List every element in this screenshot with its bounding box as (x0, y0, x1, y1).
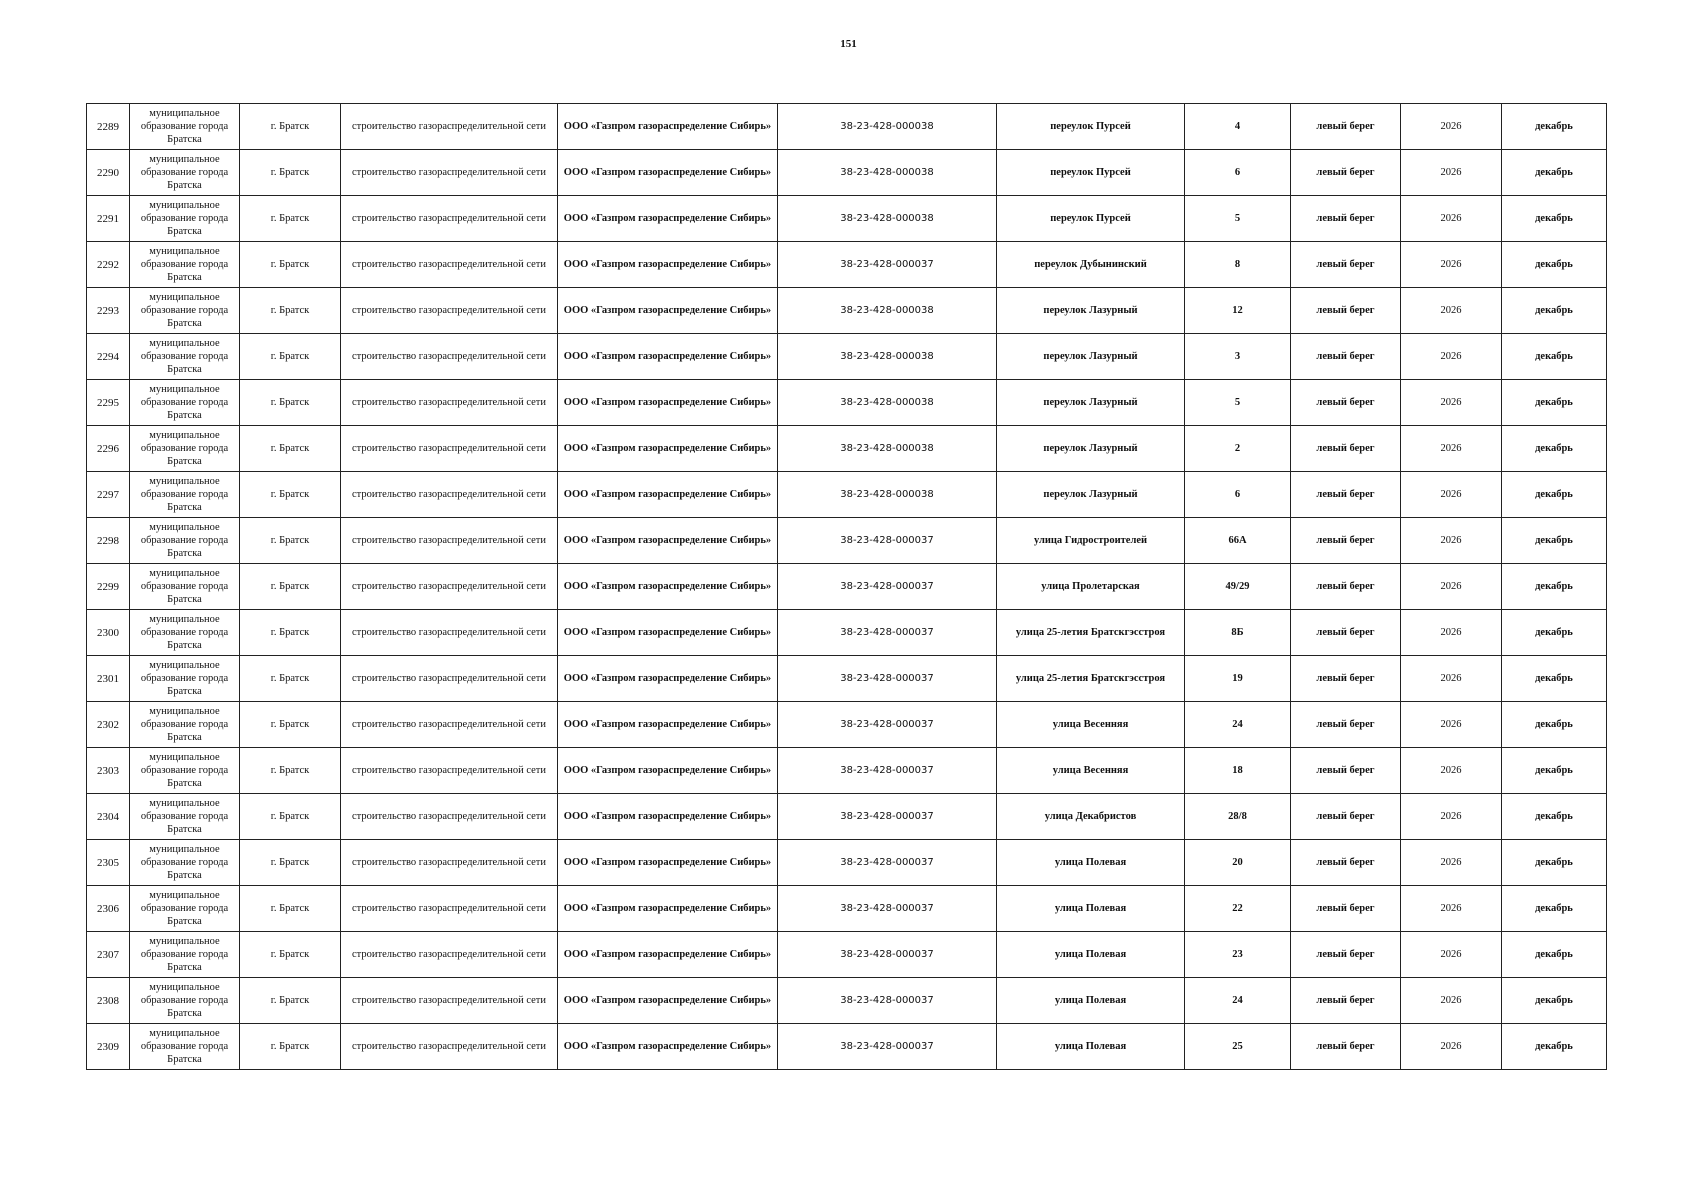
row-number: 2303 (87, 748, 130, 794)
house-number-cell: 22 (1185, 886, 1291, 932)
month-cell: декабрь (1502, 932, 1607, 978)
year-cell: 2026 (1401, 794, 1502, 840)
object-code-cell: 38-23-428-000037 (778, 242, 997, 288)
address-cell: улица Гидростроителей (997, 518, 1185, 564)
address-cell: переулок Пурсей (997, 150, 1185, 196)
municipality-cell: муниципальное образование города Братска (130, 840, 240, 886)
house-number-cell: 66А (1185, 518, 1291, 564)
object-code-cell: 38-23-428-000037 (778, 518, 997, 564)
municipality-cell: муниципальное образование города Братска (130, 610, 240, 656)
operator-cell: ООО «Газпром газораспределение Сибирь» (558, 426, 778, 472)
operator-cell: ООО «Газпром газораспределение Сибирь» (558, 380, 778, 426)
bank-cell: левый берег (1291, 794, 1401, 840)
month-cell: декабрь (1502, 1024, 1607, 1070)
gasification-table (86, 103, 1607, 1070)
table-row (87, 656, 1607, 702)
house-number-cell: 3 (1185, 334, 1291, 380)
month-cell: декабрь (1502, 702, 1607, 748)
work-type-cell: строительство газораспределительной сети (341, 794, 558, 840)
address-cell: улица Полевая (997, 932, 1185, 978)
row-number: 2293 (87, 288, 130, 334)
row-number: 2304 (87, 794, 130, 840)
address-cell: улица Декабристов (997, 794, 1185, 840)
city-cell: г. Братск (240, 104, 341, 150)
work-type-cell: строительство газораспределительной сети (341, 426, 558, 472)
operator-cell: ООО «Газпром газораспределение Сибирь» (558, 748, 778, 794)
city-cell: г. Братск (240, 886, 341, 932)
work-type-cell: строительство газораспределительной сети (341, 242, 558, 288)
city-cell: г. Братск (240, 932, 341, 978)
address-cell: переулок Дубынинский (997, 242, 1185, 288)
city-cell: г. Братск (240, 288, 341, 334)
bank-cell: левый берег (1291, 472, 1401, 518)
month-cell: декабрь (1502, 610, 1607, 656)
house-number-cell: 24 (1185, 702, 1291, 748)
work-type-cell: строительство газораспределительной сети (341, 702, 558, 748)
municipality-cell: муниципальное образование города Братска (130, 702, 240, 748)
municipality-cell: муниципальное образование города Братска (130, 886, 240, 932)
address-cell: улица 25-летия Братскгэсстроя (997, 610, 1185, 656)
table-row (87, 564, 1607, 610)
house-number-cell: 2 (1185, 426, 1291, 472)
year-cell: 2026 (1401, 288, 1502, 334)
row-number: 2307 (87, 932, 130, 978)
object-code-cell: 38-23-428-000037 (778, 886, 997, 932)
work-type-cell: строительство газораспределительной сети (341, 840, 558, 886)
city-cell: г. Братск (240, 518, 341, 564)
municipality-cell: муниципальное образование города Братска (130, 196, 240, 242)
row-number: 2291 (87, 196, 130, 242)
object-code-cell: 38-23-428-000038 (778, 288, 997, 334)
year-cell: 2026 (1401, 380, 1502, 426)
address-cell: переулок Пурсей (997, 104, 1185, 150)
work-type-cell: строительство газораспределительной сети (341, 656, 558, 702)
object-code-cell: 38-23-428-000037 (778, 978, 997, 1024)
operator-cell: ООО «Газпром газораспределение Сибирь» (558, 196, 778, 242)
row-number: 2301 (87, 656, 130, 702)
city-cell: г. Братск (240, 840, 341, 886)
table-row (87, 104, 1607, 150)
month-cell: декабрь (1502, 840, 1607, 886)
year-cell: 2026 (1401, 196, 1502, 242)
work-type-cell: строительство газораспределительной сети (341, 104, 558, 150)
month-cell: декабрь (1502, 656, 1607, 702)
month-cell: декабрь (1502, 196, 1607, 242)
year-cell: 2026 (1401, 610, 1502, 656)
house-number-cell: 6 (1185, 150, 1291, 196)
month-cell: декабрь (1502, 794, 1607, 840)
operator-cell: ООО «Газпром газораспределение Сибирь» (558, 702, 778, 748)
table-row (87, 978, 1607, 1024)
object-code-cell: 38-23-428-000037 (778, 794, 997, 840)
year-cell: 2026 (1401, 932, 1502, 978)
address-cell: переулок Лазурный (997, 288, 1185, 334)
house-number-cell: 8Б (1185, 610, 1291, 656)
city-cell: г. Братск (240, 978, 341, 1024)
bank-cell: левый берег (1291, 748, 1401, 794)
work-type-cell: строительство газораспределительной сети (341, 748, 558, 794)
municipality-cell: муниципальное образование города Братска (130, 656, 240, 702)
object-code-cell: 38-23-428-000037 (778, 610, 997, 656)
row-number: 2292 (87, 242, 130, 288)
work-type-cell: строительство газораспределительной сети (341, 472, 558, 518)
house-number-cell: 18 (1185, 748, 1291, 794)
operator-cell: ООО «Газпром газораспределение Сибирь» (558, 334, 778, 380)
bank-cell: левый берег (1291, 288, 1401, 334)
object-code-cell: 38-23-428-000038 (778, 426, 997, 472)
year-cell: 2026 (1401, 242, 1502, 288)
bank-cell: левый берег (1291, 242, 1401, 288)
month-cell: декабрь (1502, 288, 1607, 334)
operator-cell: ООО «Газпром газораспределение Сибирь» (558, 610, 778, 656)
bank-cell: левый берег (1291, 426, 1401, 472)
gasification-table-container (86, 103, 1606, 1070)
operator-cell: ООО «Газпром газораспределение Сибирь» (558, 564, 778, 610)
table-row (87, 1024, 1607, 1070)
table-body (87, 104, 1607, 1070)
object-code-cell: 38-23-428-000038 (778, 104, 997, 150)
address-cell: улица Полевая (997, 886, 1185, 932)
house-number-cell: 25 (1185, 1024, 1291, 1070)
municipality-cell: муниципальное образование города Братска (130, 748, 240, 794)
city-cell: г. Братск (240, 1024, 341, 1070)
year-cell: 2026 (1401, 702, 1502, 748)
work-type-cell: строительство газораспределительной сети (341, 978, 558, 1024)
operator-cell: ООО «Газпром газораспределение Сибирь» (558, 932, 778, 978)
city-cell: г. Братск (240, 794, 341, 840)
table-row (87, 288, 1607, 334)
year-cell: 2026 (1401, 886, 1502, 932)
table-row (87, 426, 1607, 472)
municipality-cell: муниципальное образование города Братска (130, 150, 240, 196)
year-cell: 2026 (1401, 748, 1502, 794)
city-cell: г. Братск (240, 748, 341, 794)
table-row (87, 334, 1607, 380)
work-type-cell: строительство газораспределительной сети (341, 1024, 558, 1070)
house-number-cell: 8 (1185, 242, 1291, 288)
operator-cell: ООО «Газпром газораспределение Сибирь» (558, 840, 778, 886)
operator-cell: ООО «Газпром газораспределение Сибирь» (558, 1024, 778, 1070)
bank-cell: левый берег (1291, 978, 1401, 1024)
address-cell: переулок Лазурный (997, 334, 1185, 380)
bank-cell: левый берег (1291, 840, 1401, 886)
bank-cell: левый берег (1291, 518, 1401, 564)
operator-cell: ООО «Газпром газораспределение Сибирь» (558, 288, 778, 334)
address-cell: переулок Пурсей (997, 196, 1185, 242)
bank-cell: левый берег (1291, 886, 1401, 932)
address-cell: переулок Лазурный (997, 472, 1185, 518)
address-cell: улица 25-летия Братскгэсстроя (997, 656, 1185, 702)
work-type-cell: строительство газораспределительной сети (341, 886, 558, 932)
table-row (87, 610, 1607, 656)
address-cell: улица Весенняя (997, 748, 1185, 794)
row-number: 2298 (87, 518, 130, 564)
table-row (87, 794, 1607, 840)
city-cell: г. Братск (240, 426, 341, 472)
city-cell: г. Братск (240, 610, 341, 656)
work-type-cell: строительство газораспределительной сети (341, 518, 558, 564)
municipality-cell: муниципальное образование города Братска (130, 242, 240, 288)
object-code-cell: 38-23-428-000037 (778, 656, 997, 702)
municipality-cell: муниципальное образование города Братска (130, 564, 240, 610)
table-row (87, 380, 1607, 426)
object-code-cell: 38-23-428-000037 (778, 1024, 997, 1070)
address-cell: переулок Лазурный (997, 380, 1185, 426)
row-number: 2309 (87, 1024, 130, 1070)
year-cell: 2026 (1401, 472, 1502, 518)
operator-cell: ООО «Газпром газораспределение Сибирь» (558, 656, 778, 702)
month-cell: декабрь (1502, 978, 1607, 1024)
table-row (87, 748, 1607, 794)
object-code-cell: 38-23-428-000038 (778, 334, 997, 380)
table-row (87, 932, 1607, 978)
table-row (87, 840, 1607, 886)
year-cell: 2026 (1401, 1024, 1502, 1070)
year-cell: 2026 (1401, 840, 1502, 886)
operator-cell: ООО «Газпром газораспределение Сибирь» (558, 978, 778, 1024)
row-number: 2297 (87, 472, 130, 518)
house-number-cell: 23 (1185, 932, 1291, 978)
row-number: 2296 (87, 426, 130, 472)
page-number: 151 (840, 38, 857, 50)
month-cell: декабрь (1502, 748, 1607, 794)
month-cell: декабрь (1502, 334, 1607, 380)
address-cell: улица Полевая (997, 1024, 1185, 1070)
month-cell: декабрь (1502, 472, 1607, 518)
work-type-cell: строительство газораспределительной сети (341, 932, 558, 978)
operator-cell: ООО «Газпром газораспределение Сибирь» (558, 242, 778, 288)
table-row (87, 196, 1607, 242)
house-number-cell: 5 (1185, 196, 1291, 242)
city-cell: г. Братск (240, 334, 341, 380)
object-code-cell: 38-23-428-000037 (778, 564, 997, 610)
house-number-cell: 12 (1185, 288, 1291, 334)
bank-cell: левый берег (1291, 104, 1401, 150)
city-cell: г. Братск (240, 656, 341, 702)
operator-cell: ООО «Газпром газораспределение Сибирь» (558, 518, 778, 564)
object-code-cell: 38-23-428-000038 (778, 380, 997, 426)
bank-cell: левый берег (1291, 196, 1401, 242)
month-cell: декабрь (1502, 242, 1607, 288)
city-cell: г. Братск (240, 242, 341, 288)
municipality-cell: муниципальное образование города Братска (130, 518, 240, 564)
row-number: 2300 (87, 610, 130, 656)
city-cell: г. Братск (240, 564, 341, 610)
month-cell: декабрь (1502, 886, 1607, 932)
address-cell: улица Полевая (997, 978, 1185, 1024)
row-number: 2305 (87, 840, 130, 886)
year-cell: 2026 (1401, 334, 1502, 380)
house-number-cell: 24 (1185, 978, 1291, 1024)
municipality-cell: муниципальное образование города Братска (130, 1024, 240, 1070)
municipality-cell: муниципальное образование города Братска (130, 380, 240, 426)
object-code-cell: 38-23-428-000038 (778, 196, 997, 242)
work-type-cell: строительство газораспределительной сети (341, 288, 558, 334)
work-type-cell: строительство газораспределительной сети (341, 380, 558, 426)
table-row (87, 472, 1607, 518)
municipality-cell: муниципальное образование города Братска (130, 334, 240, 380)
house-number-cell: 6 (1185, 472, 1291, 518)
bank-cell: левый берег (1291, 932, 1401, 978)
operator-cell: ООО «Газпром газораспределение Сибирь» (558, 104, 778, 150)
bank-cell: левый берег (1291, 564, 1401, 610)
month-cell: декабрь (1502, 426, 1607, 472)
city-cell: г. Братск (240, 196, 341, 242)
house-number-cell: 20 (1185, 840, 1291, 886)
table-row (87, 702, 1607, 748)
row-number: 2295 (87, 380, 130, 426)
operator-cell: ООО «Газпром газораспределение Сибирь» (558, 886, 778, 932)
municipality-cell: муниципальное образование города Братска (130, 426, 240, 472)
row-number: 2306 (87, 886, 130, 932)
house-number-cell: 49/29 (1185, 564, 1291, 610)
bank-cell: левый берег (1291, 380, 1401, 426)
house-number-cell: 28/8 (1185, 794, 1291, 840)
bank-cell: левый берег (1291, 610, 1401, 656)
year-cell: 2026 (1401, 426, 1502, 472)
row-number: 2299 (87, 564, 130, 610)
operator-cell: ООО «Газпром газораспределение Сибирь» (558, 794, 778, 840)
year-cell: 2026 (1401, 978, 1502, 1024)
year-cell: 2026 (1401, 518, 1502, 564)
row-number: 2308 (87, 978, 130, 1024)
address-cell: переулок Лазурный (997, 426, 1185, 472)
address-cell: улица Пролетарская (997, 564, 1185, 610)
object-code-cell: 38-23-428-000037 (778, 748, 997, 794)
row-number: 2289 (87, 104, 130, 150)
house-number-cell: 5 (1185, 380, 1291, 426)
row-number: 2294 (87, 334, 130, 380)
house-number-cell: 19 (1185, 656, 1291, 702)
object-code-cell: 38-23-428-000037 (778, 840, 997, 886)
bank-cell: левый берег (1291, 702, 1401, 748)
work-type-cell: строительство газораспределительной сети (341, 564, 558, 610)
month-cell: декабрь (1502, 518, 1607, 564)
object-code-cell: 38-23-428-000037 (778, 932, 997, 978)
work-type-cell: строительство газораспределительной сети (341, 610, 558, 656)
work-type-cell: строительство газораспределительной сети (341, 334, 558, 380)
municipality-cell: муниципальное образование города Братска (130, 472, 240, 518)
bank-cell: левый берег (1291, 656, 1401, 702)
year-cell: 2026 (1401, 104, 1502, 150)
month-cell: декабрь (1502, 564, 1607, 610)
table-row (87, 150, 1607, 196)
year-cell: 2026 (1401, 656, 1502, 702)
bank-cell: левый берег (1291, 150, 1401, 196)
municipality-cell: муниципальное образование города Братска (130, 104, 240, 150)
house-number-cell: 4 (1185, 104, 1291, 150)
city-cell: г. Братск (240, 702, 341, 748)
municipality-cell: муниципальное образование города Братска (130, 794, 240, 840)
work-type-cell: строительство газораспределительной сети (341, 150, 558, 196)
municipality-cell: муниципальное образование города Братска (130, 978, 240, 1024)
table-row (87, 886, 1607, 932)
address-cell: улица Полевая (997, 840, 1185, 886)
operator-cell: ООО «Газпром газораспределение Сибирь» (558, 472, 778, 518)
object-code-cell: 38-23-428-000038 (778, 472, 997, 518)
row-number: 2302 (87, 702, 130, 748)
bank-cell: левый берег (1291, 1024, 1401, 1070)
city-cell: г. Братск (240, 472, 341, 518)
table-row (87, 242, 1607, 288)
object-code-cell: 38-23-428-000037 (778, 702, 997, 748)
municipality-cell: муниципальное образование города Братска (130, 932, 240, 978)
bank-cell: левый берег (1291, 334, 1401, 380)
month-cell: декабрь (1502, 104, 1607, 150)
address-cell: улица Весенняя (997, 702, 1185, 748)
work-type-cell: строительство газораспределительной сети (341, 196, 558, 242)
object-code-cell: 38-23-428-000038 (778, 150, 997, 196)
month-cell: декабрь (1502, 150, 1607, 196)
city-cell: г. Братск (240, 150, 341, 196)
operator-cell: ООО «Газпром газораспределение Сибирь» (558, 150, 778, 196)
municipality-cell: муниципальное образование города Братска (130, 288, 240, 334)
month-cell: декабрь (1502, 380, 1607, 426)
city-cell: г. Братск (240, 380, 341, 426)
table-row (87, 518, 1607, 564)
row-number: 2290 (87, 150, 130, 196)
year-cell: 2026 (1401, 564, 1502, 610)
year-cell: 2026 (1401, 150, 1502, 196)
